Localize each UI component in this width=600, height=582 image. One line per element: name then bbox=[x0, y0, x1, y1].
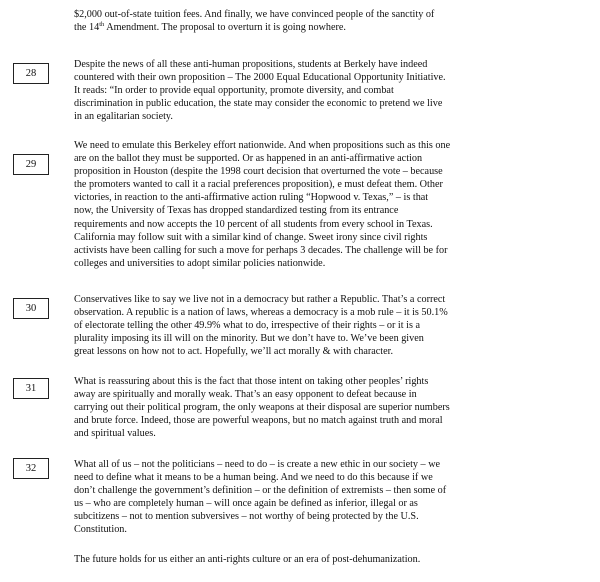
intro-paragraph bbox=[74, 8, 584, 34]
text-line: We need to emulate this Berkeley effort nationwide. And when propositions such as this one bbox=[74, 140, 451, 151]
paragraph-31 bbox=[74, 375, 584, 440]
paragraph-number-box: 28 bbox=[13, 63, 49, 84]
text-line: great lessons on how not to act. Hopefully, we’ll act morally & with character. bbox=[74, 346, 394, 358]
text-line: and spiritual values. bbox=[74, 428, 156, 440]
text-line: subcitizens – not to mention subversives – not worthy of being protected by the U.S. bbox=[74, 511, 419, 523]
text-line: observation. A republic is a nation of laws, whereas a democracy is a mob rule – it is 50.1% bbox=[74, 307, 448, 319]
text-line: Constitution. bbox=[74, 524, 127, 536]
text-line: don’t challenge the government’s definition – or the definition of extremists – then some of bbox=[74, 485, 447, 497]
text-line: It reads: “In order to provide equal opportunity, promote diversity, and combat bbox=[74, 85, 394, 97]
text-line: plurality imposing its ill will on the minority. But we don’t have to. We’ve been given bbox=[74, 333, 424, 345]
paragraph-number-box: 32 bbox=[13, 458, 49, 479]
text-line: of electorate telling the other 49.9% what to do, irrespective of their rights – or it is a bbox=[74, 320, 420, 332]
text-line: now, the University of Texas has dropped standardized testing from its entrance bbox=[74, 205, 399, 217]
ordinal-base: the 14 bbox=[74, 22, 100, 34]
text-line: requirements and now accepts the 10 percent of all students from every school in Texas. bbox=[74, 218, 433, 230]
text-line: away are spiritually and morally weak. That’s an easy opponent to defeat because in bbox=[74, 389, 417, 401]
text-line: in an egalitarian society. bbox=[74, 111, 173, 123]
text-line: activists have been calling for such a move for perhaps 3 decades. The challenge will be for bbox=[74, 244, 448, 256]
text-line: What is reassuring about this is the fact that those intent on taking other peoples’ rights bbox=[74, 376, 429, 387]
text-line: countered with their own proposition – The 2000 Equal Educational Opportunity Initiative. bbox=[74, 72, 446, 84]
closing-paragraph bbox=[74, 553, 584, 566]
text-line: victories, in reaction to the anti-affirmative action ruling “Hopwood v. Texas,” – is that bbox=[74, 192, 429, 204]
text-line: carrying out their political program, the only weapons at their disposal are superior numbers bbox=[74, 402, 450, 414]
ordinal-suffix: th bbox=[99, 21, 105, 29]
text-line: $2,000 out-of-state tuition fees. And finally, we have convinced people of the sanctity of bbox=[74, 9, 435, 20]
paragraph-32 bbox=[74, 458, 584, 537]
paragraph-number-box: 30 bbox=[13, 298, 49, 319]
paragraph-28 bbox=[74, 58, 584, 123]
text-line: us – who are completely human – will once again be defined as inferior, illegal or as bbox=[74, 498, 418, 510]
paragraph-30 bbox=[74, 293, 584, 358]
text-line: discrimination in public education, the state may consider the economic to pretend we live bbox=[74, 98, 443, 110]
text-line: Despite the news of all these anti-human propositions, students at Berkely have indeed bbox=[74, 59, 428, 70]
text-line: the promoters wanted to call it a racial preferences proposition), e must defeat them. Other bbox=[74, 179, 443, 191]
text-line: What all of us – not the politicians – need to do – is create a new ethic in our society – we bbox=[74, 459, 441, 470]
text-line: are on the ballot they must be supported. Or as happened in an anti-affirmative action bbox=[74, 153, 423, 165]
text-line: and brute force. Indeed, those are powerful weapons, but no match against truth and moral bbox=[74, 415, 443, 427]
text-line: California may follow suit with a similar kind of change. Sweet irony since civil rights bbox=[74, 231, 428, 243]
paragraph-29 bbox=[74, 139, 584, 270]
text-line: colleges and universities to adopt similar policies nationwide. bbox=[74, 257, 326, 269]
text-line: proposition in Houston (despite the 1998 court decision that overturned the vote – because bbox=[74, 166, 443, 178]
paragraph-number-box: 31 bbox=[13, 378, 49, 399]
text-line-rest: Amendment. The proposal to overturn it is going nowhere. bbox=[106, 22, 346, 34]
text-line bbox=[74, 21, 584, 34]
text-line: need to define what it means to be a human being. And we need to do this because if we bbox=[74, 472, 433, 484]
text-line: The future holds for us either an anti-rights culture or an era of post-dehumanization. bbox=[74, 554, 421, 565]
text-line: Conservatives like to say we live not in a democracy but rather a Republic. That’s a correct bbox=[74, 294, 446, 305]
paragraph-number-box: 29 bbox=[13, 154, 49, 175]
